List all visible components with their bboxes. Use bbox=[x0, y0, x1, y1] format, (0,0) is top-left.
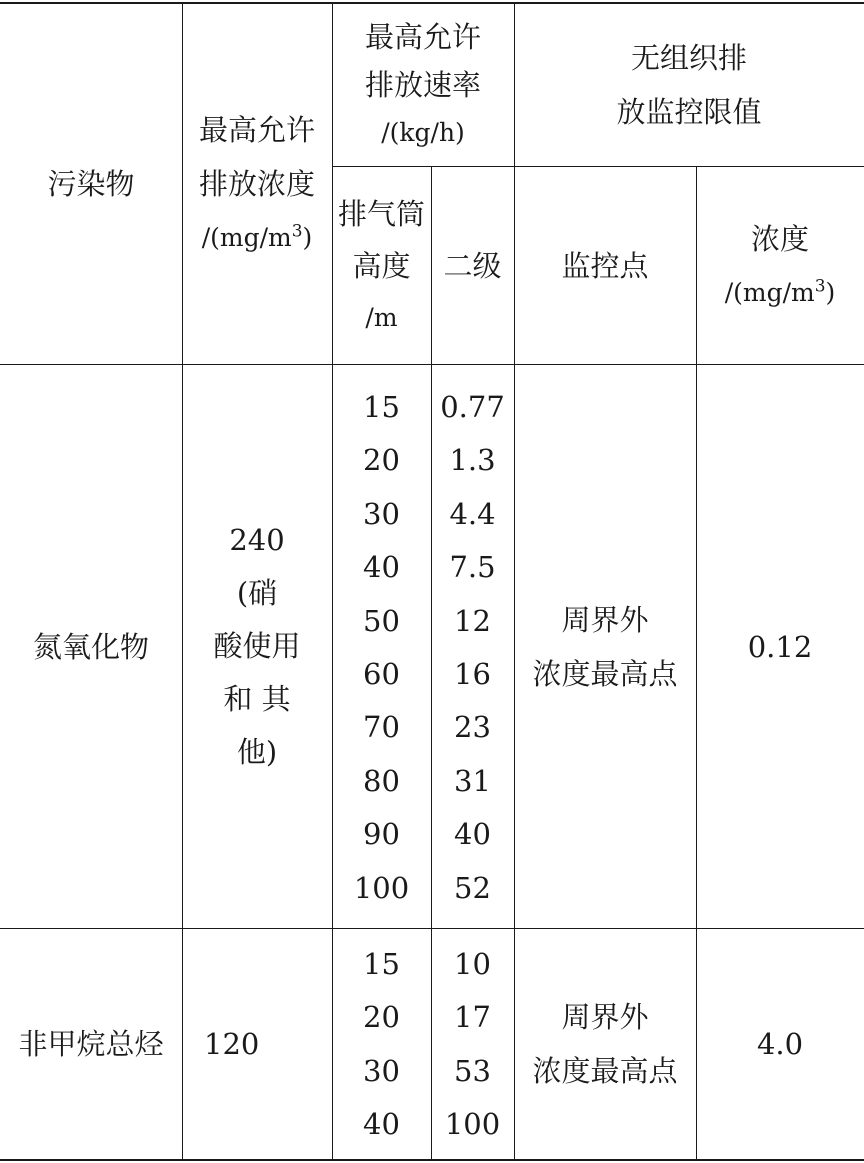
header-max-rate-line-2: 排放速率 bbox=[364, 67, 481, 102]
row1-monitor-point-line-2: 浓度最高点 bbox=[532, 656, 678, 691]
row1-pollutant bbox=[0, 365, 182, 928]
list-item: 17 bbox=[454, 1000, 491, 1035]
list-item: 50 bbox=[363, 603, 400, 638]
header-stack-height-unit: /m bbox=[365, 302, 398, 332]
header-concentration-unit: $/(mg/m^3)$ bbox=[724, 276, 836, 307]
list-item: 15 bbox=[363, 947, 400, 981]
row2-pollutant-label: 非甲烷总烃 bbox=[18, 1027, 164, 1061]
list-item: 20 bbox=[363, 443, 400, 478]
list-item: 7.5 bbox=[449, 550, 496, 585]
row1-concentration bbox=[696, 365, 864, 928]
list-item: 30 bbox=[363, 1053, 400, 1088]
header-concentration bbox=[696, 167, 864, 364]
list-item: 100 bbox=[353, 870, 410, 905]
header-max-rate bbox=[332, 3, 514, 166]
list-item: 100 bbox=[444, 1107, 501, 1142]
list-item: 0.77 bbox=[440, 390, 505, 424]
row1-max-concentration-line-4: 和 其 bbox=[223, 682, 291, 716]
list-item: 52 bbox=[454, 870, 491, 905]
row1-max-concentration-line-1: 240 bbox=[229, 523, 285, 557]
list-item: 70 bbox=[363, 710, 400, 745]
header-unorganized-line-2: 放监控限值 bbox=[616, 94, 762, 129]
row1-monitor-point-line-1: 周界外 bbox=[561, 602, 649, 637]
row1-pollutant-label: 氮氧化物 bbox=[32, 629, 149, 664]
row2-monitor-point-line-2: 浓度最高点 bbox=[532, 1054, 678, 1088]
row2-monitor-point-line-1: 周界外 bbox=[561, 1000, 649, 1034]
list-item: 15 bbox=[363, 390, 400, 424]
list-item: 12 bbox=[454, 603, 491, 638]
list-item: 40 bbox=[454, 817, 491, 852]
list-item: 4.4 bbox=[449, 496, 496, 531]
header-max-rate-line-1: 最高允许 bbox=[364, 19, 481, 54]
row1-max-concentration-line-2: (硝 bbox=[236, 576, 278, 610]
list-item: 90 bbox=[363, 817, 400, 852]
list-item: 80 bbox=[363, 763, 400, 798]
header-monitor-point bbox=[514, 167, 696, 364]
header-max-concentration bbox=[182, 3, 332, 364]
row2-max-concentration bbox=[182, 929, 332, 1159]
row1-max-concentration-line-5: 他) bbox=[236, 735, 278, 769]
row1-concentration-value: 0.12 bbox=[747, 629, 813, 664]
list-item: 40 bbox=[363, 1107, 400, 1142]
header-max-concentration-unit: $/(mg/m^3)$ bbox=[201, 221, 313, 252]
list-item: 10 bbox=[454, 947, 491, 981]
header-max-concentration-line-2: 排放浓度 bbox=[198, 166, 315, 201]
row2-concentration-value: 4.0 bbox=[756, 1027, 804, 1061]
header-stack-height-line-1: 排气筒 bbox=[337, 196, 425, 231]
list-item: 30 bbox=[363, 496, 400, 531]
row2-max-concentration-value: 120 bbox=[204, 1027, 260, 1061]
row2-pollutant bbox=[0, 929, 182, 1159]
row2-concentration bbox=[696, 929, 864, 1159]
header-level2-label: 二级 bbox=[443, 248, 502, 283]
list-item: 40 bbox=[363, 550, 400, 585]
header-level2 bbox=[431, 167, 514, 364]
list-item: 53 bbox=[454, 1053, 491, 1088]
header-unorganized-line-1: 无组织排 bbox=[630, 40, 747, 75]
row2-stack-heights bbox=[332, 938, 431, 1152]
header-pollutant-label: 污染物 bbox=[47, 166, 135, 201]
table-bottom-rule bbox=[0, 1159, 864, 1161]
header-max-rate-unit: /(kg/h) bbox=[381, 117, 465, 147]
header-stack-height-line-2: 高度 bbox=[352, 248, 411, 283]
row1-max-concentration bbox=[182, 365, 332, 928]
header-concentration-label: 浓度 bbox=[750, 221, 809, 256]
list-item: 23 bbox=[454, 710, 491, 745]
list-item: 31 bbox=[454, 763, 491, 798]
row1-stack-heights bbox=[332, 381, 431, 915]
row2-rates bbox=[431, 938, 514, 1152]
row2-monitor-point bbox=[514, 929, 696, 1159]
header-pollutant bbox=[0, 3, 182, 364]
list-item: 16 bbox=[454, 656, 491, 691]
list-item: 60 bbox=[363, 656, 400, 691]
row1-max-concentration-line-3: 酸使用 bbox=[213, 629, 301, 663]
list-item: 20 bbox=[363, 1000, 400, 1035]
header-max-concentration-line-1: 最高允许 bbox=[198, 112, 315, 147]
row1-rates bbox=[431, 381, 514, 915]
header-monitor-point-label: 监控点 bbox=[561, 248, 649, 283]
row1-monitor-point bbox=[514, 365, 696, 928]
header-stack-height bbox=[332, 167, 431, 364]
list-item: 1.3 bbox=[449, 443, 496, 478]
header-unorganized bbox=[514, 3, 864, 166]
